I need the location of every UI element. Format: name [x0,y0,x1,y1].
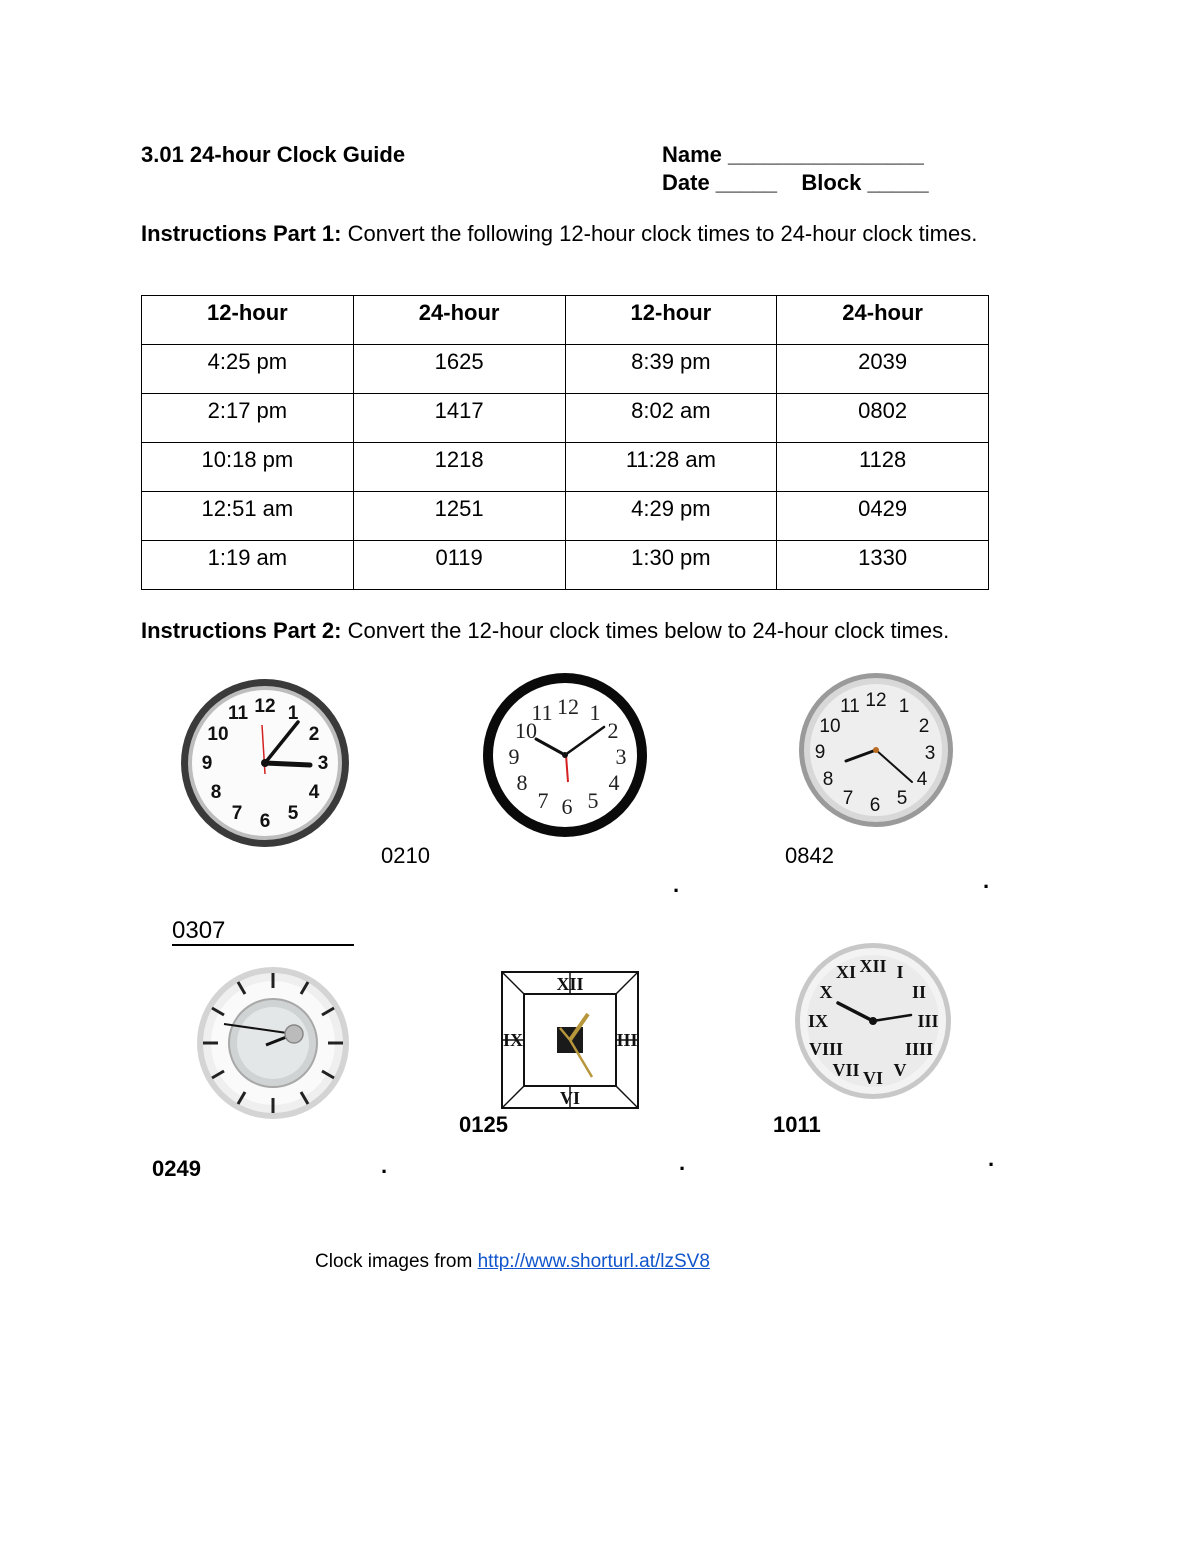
period: . [673,872,680,897]
numeral: 11 [531,700,553,725]
clock-image-4 [196,966,350,1120]
table-cell: 8:39 pm [565,345,777,394]
numeral: 5 [587,788,599,813]
table-row [142,492,989,541]
part1-instructions [141,221,977,247]
numeral: IX [502,1030,524,1050]
numeral: 3 [924,743,936,764]
numeral: I [896,962,904,982]
answer-clock-6[interactable]: 1011 [773,1112,821,1137]
numeral: 5 [287,803,299,824]
numeral: 5 [896,788,908,809]
numeral: 9 [814,742,826,763]
page-title: 3.01 24-hour Clock Guide [141,142,406,167]
numeral: 12 [865,690,887,711]
header-cell: 12-hour [565,296,777,345]
table-cell[interactable]: 0429 [777,492,989,541]
numeral: 12 [557,694,579,719]
header-cell: 24-hour [777,296,989,345]
table-cell: 4:25 pm [142,345,354,394]
answer-clock-4[interactable]: 0249 [152,1156,201,1181]
table-cell[interactable]: 1625 [353,345,565,394]
numeral: 10 [819,716,841,737]
name-field[interactable]: Name ________________ [662,142,924,167]
part1-label: Instructions Part 1: [141,221,342,246]
clock-image-2 [482,672,648,838]
numeral: 4 [608,770,620,795]
table-row [142,443,989,492]
numeral: 2 [308,724,320,745]
table-cell[interactable]: 0119 [353,541,565,590]
numeral: 8 [210,782,222,803]
numeral: 6 [561,794,573,819]
numeral: 4 [308,782,320,803]
numeral: 8 [822,769,834,790]
numeral: III [917,1011,939,1031]
numeral: XI [835,962,857,982]
part2-instructions [141,618,949,644]
table-row [142,541,989,590]
answer-clock-2[interactable]: 0210 [381,843,430,868]
table-cell[interactable]: 1218 [353,443,565,492]
table-row [142,345,989,394]
table-cell: 4:29 pm [565,492,777,541]
numeral: V [893,1060,907,1080]
numeral: 7 [842,788,854,809]
part2-label: Instructions Part 2: [141,618,342,643]
table-cell: 2:17 pm [142,394,354,443]
numeral: IIII [904,1039,934,1059]
credit-text: Clock images from [315,1251,478,1272]
table-cell: 11:28 am [565,443,777,492]
numeral: 1 [287,703,299,724]
image-credit [315,1251,710,1273]
numeral: 2 [607,718,619,743]
clock-image-6 [794,942,952,1100]
table-cell: 8:02 am [565,394,777,443]
numeral: XII [556,974,584,994]
numeral: 7 [231,803,243,824]
numeral: VI [559,1088,581,1108]
credit-link[interactable]: http://www.shorturl.at/lzSV8 [477,1251,710,1272]
part2-text: Convert the 12-hour clock times below to 24-hour clock times. [341,618,950,643]
numeral: 9 [508,744,520,769]
numeral: 10 [207,724,229,745]
numeral: 1 [898,696,910,717]
header-cell: 12-hour [142,296,354,345]
table-header-row [142,296,989,345]
answer-clock-5[interactable]: 0125 [459,1112,508,1137]
numeral: VI [862,1068,884,1088]
clock-image-5 [500,970,640,1110]
table-cell[interactable]: 1251 [353,492,565,541]
numeral: 3 [615,744,627,769]
numeral: 10 [515,718,537,743]
table-cell[interactable]: 0802 [777,394,989,443]
numeral: 7 [537,788,549,813]
table-row [142,394,989,443]
numeral: XII [859,956,887,976]
table-cell[interactable]: 1417 [353,394,565,443]
numeral: VII [832,1060,860,1080]
clock-image-1 [180,678,350,848]
header-cell: 24-hour [353,296,565,345]
numeral: 12 [254,696,276,717]
period: . [381,1153,388,1178]
numeral: 11 [840,696,860,717]
part1-text: Convert the following 12-hour clock times to 24-hour clock times. [341,221,978,246]
numeral: 1 [589,700,601,725]
numeral: IX [807,1011,829,1031]
numeral: II [911,982,927,1002]
numeral: 11 [227,703,249,724]
table-cell[interactable]: 1330 [777,541,989,590]
date-block-field[interactable]: Date _____ Block _____ [662,170,929,195]
table-cell: 1:30 pm [565,541,777,590]
period: . [988,1146,995,1171]
table-cell[interactable]: 1128 [777,443,989,492]
clock-image-3 [798,672,954,828]
numeral: 9 [201,753,213,774]
answer-clock-1-value: 0307 [172,917,226,944]
conversion-table [141,295,989,590]
numeral: VIII [808,1039,844,1059]
numeral: 6 [869,795,881,816]
table-cell[interactable]: 2039 [777,345,989,394]
numeral: 8 [516,770,528,795]
answer-clock-3[interactable]: 0842 [785,843,834,868]
numeral: X [819,982,833,1002]
table-cell: 1:19 am [142,541,354,590]
numeral: 3 [317,753,329,774]
table-cell: 10:18 pm [142,443,354,492]
period: . [983,868,990,893]
numeral: 4 [916,769,928,790]
numeral: 2 [918,716,930,737]
answer-clock-1[interactable] [172,918,354,946]
table-cell: 12:51 am [142,492,354,541]
numeral: 6 [259,811,271,832]
period: . [679,1150,686,1175]
numeral: III [616,1030,638,1050]
